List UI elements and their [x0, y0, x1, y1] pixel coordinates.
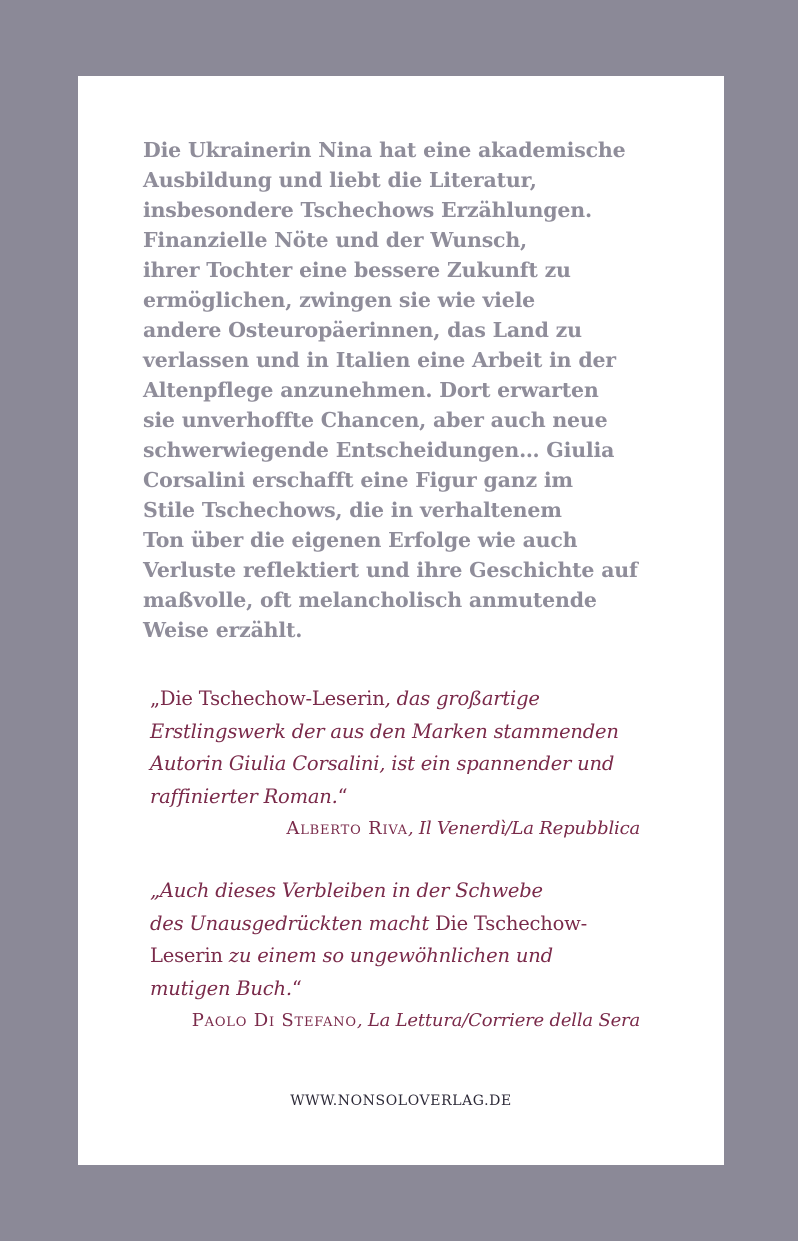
quote-text: „Auch dieses Verbleiben in der Schwebe [150, 879, 543, 902]
quote-text: , das großartige [384, 687, 540, 710]
blurb-line: Finanzielle Nöte und der Wunsch, [143, 228, 527, 252]
quote-text: mutigen Buch. [150, 976, 292, 1000]
quote-source: , La Lettura/Corriere della Sera [356, 1010, 640, 1031]
blurb-line: andere Osteuropäerinnen, das Land zu [143, 318, 582, 342]
quote-text: des Unausgedrückten macht [150, 911, 436, 935]
blurb-line: insbesondere Tschechows Erzählungen. [143, 198, 592, 222]
quote-title: Leserin [150, 944, 223, 967]
quote-attribution [150, 1005, 640, 1037]
quote-close-mark: “ [337, 784, 348, 808]
quote-line [150, 908, 670, 941]
blurb-line: Stile Tschechows, die in verhaltenem [143, 498, 562, 522]
blurb-line: Weise erzählt. [143, 618, 303, 642]
review-quote-1 [150, 683, 670, 845]
blurb-text [143, 135, 703, 645]
blurb-line: Verluste reflektiert und ihre Geschichte auf [143, 558, 638, 582]
quote-text: zu einem so ungewöhnlichen und [222, 944, 553, 967]
quote-text: raffinierter Roman. [150, 784, 338, 808]
blurb-line: ihrer Tochter eine bessere Zukunft zu [143, 258, 571, 282]
quote-source: , Il Venerdì/La Repubblica [407, 818, 640, 839]
quote-line [150, 973, 670, 1006]
quote-author: Alberto Riva [286, 818, 408, 839]
quote-text: Erstlingswerk der aus den Marken stammenden [150, 719, 619, 743]
quote-line [150, 875, 670, 908]
quote-title: „Die Tschechow-Leserin [150, 687, 385, 710]
quote-line [150, 683, 670, 716]
blurb-line: sie unverhoffte Chancen, aber auch neue [143, 408, 608, 432]
blurb-line: verlassen und in Italien eine Arbeit in der [143, 348, 616, 372]
quote-title: Die Tschechow- [435, 911, 588, 935]
blurb-line: ermöglichen, zwingen sie wie viele [143, 288, 536, 312]
blurb-line: Altenpflege anzunehmen. Dort erwarten [143, 378, 599, 402]
quote-line [150, 716, 670, 749]
quote-line [150, 781, 670, 814]
publisher-url: WWW.NONSOLOVERLAG.DE [290, 1093, 512, 1109]
blurb-line: Ton über die eigenen Erfolge wie auch [143, 528, 578, 552]
quote-author: Paolo Di Stefano [191, 1010, 357, 1031]
quote-attribution [150, 813, 640, 845]
quote-text: Autorin Giulia Corsalini, ist ein spannender und [150, 752, 615, 775]
quote-line [150, 940, 670, 973]
blurb-line: Die Ukrainerin Nina hat eine akademische [143, 138, 626, 162]
quote-close-mark: “ [291, 976, 302, 1000]
blurb-line: Ausbildung und liebt die Literatur, [143, 168, 537, 192]
review-quote-2 [150, 875, 670, 1037]
blurb-line: maßvolle, oft melancholisch anmutende [143, 588, 597, 612]
back-cover-panel [78, 76, 724, 1165]
blurb-line: schwerwiegende Entscheidungen… Giulia [143, 438, 615, 462]
blurb-line: Corsalini erschafft eine Figur ganz im [143, 468, 573, 492]
quote-line [150, 748, 670, 781]
